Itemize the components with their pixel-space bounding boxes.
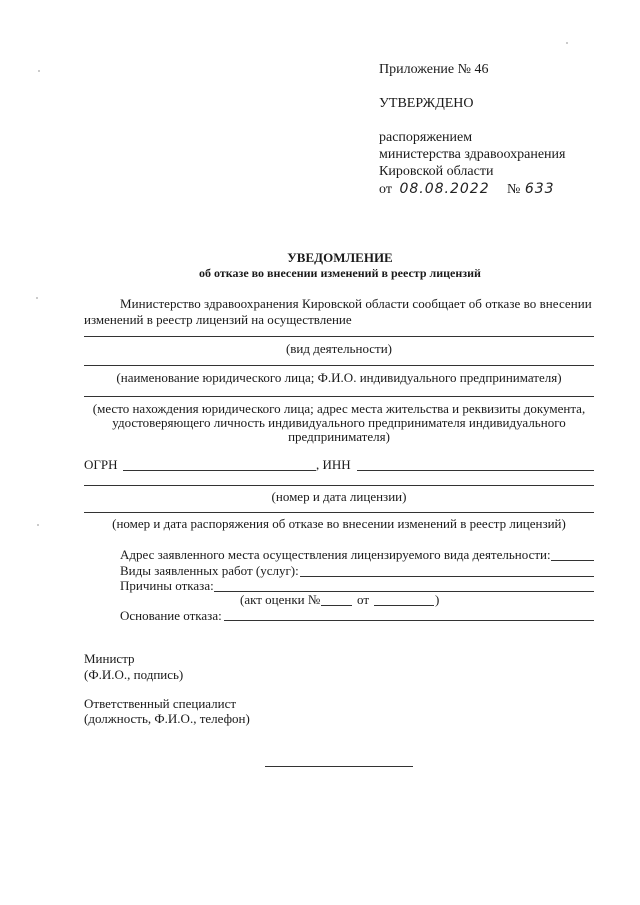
act-number-field[interactable] — [321, 605, 352, 606]
document-title: УВЕДОМЛЕНИЕ — [287, 250, 393, 265]
approval-line-1: распоряжением — [379, 130, 473, 145]
act-from: от — [357, 592, 370, 607]
appendix-number: Приложение № 46 — [379, 62, 489, 77]
approval-number-row — [507, 181, 555, 199]
works-field[interactable] — [300, 576, 594, 577]
minister-title: Министр — [84, 651, 135, 666]
declared-address-label: Адрес заявленного места осуществления лицензируемого вида деятельности: — [120, 547, 551, 562]
approved-stamp: УТВЕРЖДЕНО — [379, 96, 474, 111]
specialist-note: (должность, Ф.И.О., телефон) — [84, 711, 250, 726]
approval-line-2: министерства здравоохранения — [379, 147, 566, 162]
basis-label: Основание отказа: — [120, 608, 222, 623]
scan-speck — [566, 42, 568, 44]
inn-field[interactable] — [357, 470, 594, 471]
document-subtitle: об отказе во внесении изменений в реестр лицензий — [199, 266, 481, 280]
act-close: ) — [435, 592, 440, 607]
works-label: Виды заявленных работ (услуг): — [120, 563, 299, 578]
intro-line-2: изменений в реестр лицензий на осуществление — [84, 312, 352, 327]
activity-caption: (вид деятельности) — [285, 341, 393, 356]
number-prefix: № — [507, 182, 521, 197]
closing-separator — [265, 766, 413, 767]
reasons-label: Причины отказа: — [120, 578, 214, 593]
address-line[interactable] — [84, 396, 594, 397]
inn-label: , ИНН — [316, 457, 351, 472]
scan-speck — [36, 297, 38, 299]
act-open: (акт оценки № — [240, 592, 321, 607]
ogrn-field[interactable] — [123, 470, 316, 471]
specialist-title: Ответственный специалист — [84, 696, 237, 711]
act-date-field[interactable] — [374, 605, 434, 606]
declared-address-field[interactable] — [551, 560, 594, 561]
intro-line-1: Министерство здравоохранения Кировской области сообщает об отказе во внесении — [120, 296, 592, 311]
entity-caption: (наименование юридического лица; Ф.И.О. индивидуального предпринимателя) — [116, 370, 562, 385]
date-prefix: от — [379, 182, 392, 197]
basis-field[interactable] — [224, 620, 594, 621]
license-line[interactable] — [84, 485, 594, 486]
address-caption-2: удостоверяющего личность индивидуального предпринимателя индивидуального — [112, 415, 566, 430]
date-handwritten: 08.08.2022 — [399, 181, 490, 197]
scan-speck — [37, 524, 39, 526]
license-caption: (номер и дата лицензии) — [271, 489, 407, 504]
order-caption: (номер и дата распоряжения об отказе во внесении изменений в реестр лицензий) — [112, 516, 566, 531]
minister-note: (Ф.И.О., подпись) — [84, 667, 184, 682]
address-caption-3: предпринимателя) — [288, 429, 390, 444]
address-caption-1: (место нахождения юридического лица; адрес места жительства и реквизиты документа, — [92, 401, 586, 416]
entity-line[interactable] — [84, 365, 594, 366]
approval-line-3: Кировской области — [379, 164, 494, 179]
ogrn-label: ОГРН — [84, 457, 118, 472]
activity-line[interactable] — [84, 336, 594, 337]
number-handwritten: 633 — [524, 181, 555, 197]
scan-speck — [38, 70, 40, 72]
approval-date-row — [379, 181, 490, 199]
order-line[interactable] — [84, 512, 594, 513]
